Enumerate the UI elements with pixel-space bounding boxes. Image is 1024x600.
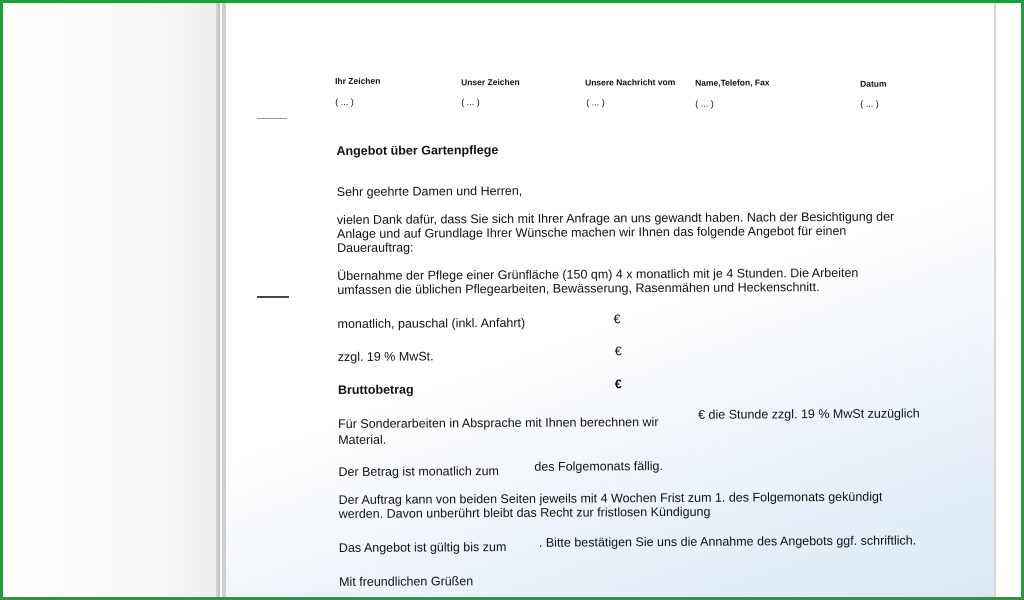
letter-page — [226, 3, 994, 597]
fold-mark — [257, 118, 287, 119]
ref-label-name-telefon-fax: Name,Telefon, Fax — [695, 77, 770, 88]
ref-label-unser-zeichen: Unser Zeichen — [461, 76, 520, 88]
ref-value-unser-zeichen: ( ... ) — [461, 97, 480, 108]
validity-text-1: Das Angebot ist gültig bis zum — [338, 539, 507, 555]
letter-closing: Mit freundlichen Grüßen — [339, 574, 474, 589]
ref-value-unsere-nachricht: ( ... ) — [586, 97, 605, 108]
letter-subject: Angebot über Gartenpflege — [336, 143, 499, 158]
intro-line-1: vielen Dank dafür, dass Sie sich mit Ihrer Anfrage an uns gewandt haben. Nach der Besichtigung der — [336, 209, 895, 227]
letter-salutation: Sehr geehrte Damen und Herren, — [336, 183, 523, 199]
intro-line-2: Anlage und auf Grundlage Ihrer Wünsche machen wir Ihnen das folgende Angebot für einen — [336, 223, 847, 241]
payment-text-1: Der Betrag ist monatlich zum — [338, 464, 499, 479]
intro-line-3: Dauerauftrag: — [337, 240, 414, 255]
price-line-monthly-label: monatlich, pauschal (inkl. Anfahrt) — [337, 315, 526, 331]
ref-label-ihr-zeichen: Ihr Zeichen — [335, 75, 381, 87]
termination-line-1: Der Auftrag kann von beiden Seiten jeweils mit 4 Wochen Frist zum 1. des Folgemonats gekündigt — [338, 489, 883, 507]
ref-value-datum: ( ... ) — [860, 98, 879, 109]
price-line-vat-currency: € — [614, 344, 622, 359]
validity-text-2: . Bitte bestätigen Sie uns die Annahme des Angebots ggf. schriftlich. — [538, 533, 917, 550]
price-line-gross-label: Bruttobetrag — [337, 382, 414, 397]
ref-value-ihr-zeichen: ( ... ) — [335, 96, 354, 108]
extra-work-text-2: € die Stunde zzgl. 19 % MwSt zuzüglich — [698, 406, 920, 422]
ref-label-datum: Datum — [860, 78, 887, 89]
punch-mark — [257, 296, 289, 298]
page-edge-line — [994, 3, 996, 597]
termination-line-2: werden. Davon unberührt bleibt das Recht zur fristlosen Kündigung — [338, 504, 711, 521]
price-line-vat-label: zzgl. 19 % MwSt. — [337, 349, 434, 364]
payment-text-2: des Folgemonats fällig. — [534, 459, 663, 474]
price-line-monthly-currency: € — [613, 312, 621, 327]
previous-page — [3, 3, 220, 597]
scope-line-2: umfassen die üblichen Pflegearbeiten, Bewässerung, Rasenmähen und Heckenschnitt. — [337, 280, 820, 297]
price-line-gross-currency: € — [614, 377, 622, 392]
scope-line-1: Übernahme der Pflege einer Grünfläche (150 qm) 4 x monatlich mit je 4 Stunden. Die Arbeiten — [337, 265, 859, 283]
ref-label-unsere-nachricht: Unsere Nachricht vom — [585, 76, 676, 88]
page-fold-edge — [216, 3, 220, 597]
extra-work-text-1: Für Sonderarbeiten in Absprache mit Ihnen berechnen wir — [338, 415, 659, 431]
letter-content — [226, 3, 994, 597]
ref-value-name-telefon-fax: ( ... ) — [695, 98, 714, 109]
extra-work-text-3: Material. — [338, 432, 387, 447]
page-right-margin — [994, 3, 1021, 597]
